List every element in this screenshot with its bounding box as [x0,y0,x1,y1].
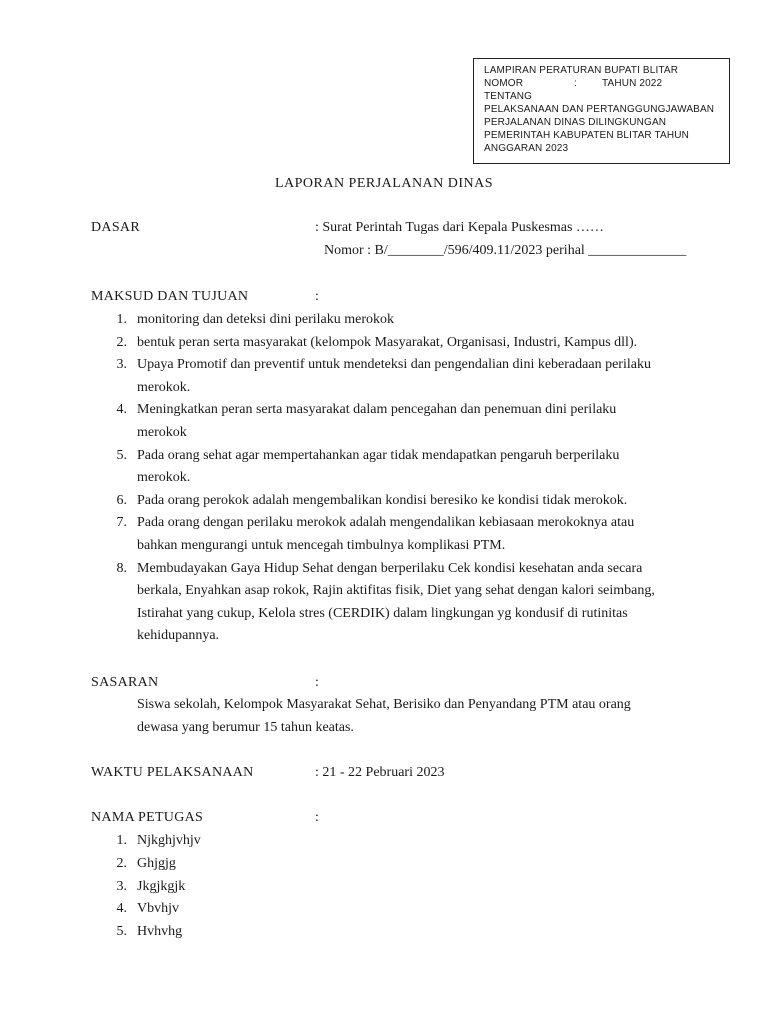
petugas-item-name: Hvhvhg [137,924,183,940]
maksud-item-text: Meningkatkan peran serta masyarakat dalam pencegahan dan penemuan dini perilaku [137,402,617,418]
dasar-value-line1: : Surat Perintah Tugas dari Kepala Puskesmas …… [315,220,604,235]
petugas-item-name: Jkgjkgjk [137,878,186,894]
header-line-4: PELAKSANAAN DAN PERTANGGUNGJAWABAN [484,104,715,115]
document-title: LAPORAN PERJALANAN DINAS [274,176,494,191]
petugas-item-number: 1. [116,833,127,848]
maksud-item-text: bentuk peran serta masyarakat (kelompok Masyarakat, Organisasi, Industri, Kampus dll). [137,334,638,350]
petugas-item-number: 2. [116,855,127,871]
header-line-tentang: TENTANG [484,91,533,102]
maksud-item-text: merokok [137,425,187,440]
sasaran-text-line1: Siswa sekolah, Kelompok Masyarakat Sehat, Berisiko dan Penyandang PTM atau orang [137,697,631,712]
header-line-7: ANGGARAN 2023 [484,143,569,154]
maksud-item-text: Istirahat yang cukup, Kelola stres (CERDIK) dalam lingkungan yg kondusif di rutinitas [137,605,628,621]
header-line-5: PERJALANAN DINAS DILINGKUNGAN [484,117,667,128]
maksud-item-text: Pada orang sehat agar mempertahankan agar tidak mendapatkan pengaruh berperilaku [137,447,620,463]
sasaran-colon: : [315,675,319,690]
maksud-item-text: merokok. [137,470,191,486]
maksud-item-number: 8. [116,560,127,576]
header-line-lampiran: LAMPIRAN PERATURAN BUPATI BLITAR [484,65,679,76]
maksud-item-number: 5. [116,447,127,463]
petugas-item-name: Ghjgjg [137,855,176,871]
dasar-value-line2: Nomor : B/________/596/409.11/2023 perihal ______________ [324,243,687,258]
petugas-colon: : [315,810,319,825]
header-nomor-colon: : [574,78,577,89]
petugas-item-name: Vbvhjv [137,901,179,917]
header-tahun: TAHUN 2022 [602,78,663,89]
maksud-item-text: Upaya Promotif dan preventif untuk mendeteksi dan pengendalian dini keberadaan perilaku [137,357,651,373]
header-line-nomor [484,77,729,90]
sasaran-text-line2: dewasa yang berumur 15 tahun keatas. [137,720,354,735]
maksud-item-number: 1. [116,312,127,327]
header-attachment-box [473,58,730,164]
maksud-item-number: 3. [116,357,127,373]
petugas-item-number: 5. [116,924,127,940]
petugas-item-name: Njkghjvhjv [137,833,201,848]
maksud-item-number: 2. [116,334,127,350]
dasar-label: DASAR [91,220,140,235]
maksud-item-text: Pada orang perokok adalah mengembalikan kondisi beresiko ke kondisi tidak merokok. [137,492,628,508]
maksud-colon: : [315,289,319,304]
maksud-item-text: Membudayakan Gaya Hidup Sehat dengan berperilaku Cek kondisi kesehatan anda secara [137,560,643,576]
sasaran-label: SASARAN [91,675,159,690]
petugas-item-number: 3. [116,878,127,894]
maksud-item-number: 4. [116,402,127,418]
waktu-value: : 21 - 22 Pebruari 2023 [315,765,445,780]
maksud-item-text: bahkan mengurangi untuk mencegah timbulnya komplikasi PTM. [137,538,506,553]
maksud-item-number: 6. [116,492,127,508]
header-nomor-label: NOMOR [484,78,524,89]
header-line-6: PEMERINTAH KABUPATEN BLITAR TAHUN [484,130,689,141]
waktu-label: WAKTU PELAKSANAAN [91,765,254,780]
maksud-item-text: berkala, Enyahkan asap rokok, Rajin aktifitas fisik, Diet yang sehat dengan kalori seimbang, [137,583,655,599]
maksud-item-text: Pada orang dengan perilaku merokok adalah mengendalikan kebiasaan merokoknya atau [137,515,635,531]
maksud-item-text: monitoring dan deteksi dini perilaku merokok [137,312,395,327]
petugas-item-number: 4. [116,901,127,917]
maksud-item-text: merokok. [137,379,191,395]
maksud-item-text: kehidupannya. [137,628,220,644]
maksud-item-number: 7. [116,515,127,531]
maksud-label: MAKSUD DAN TUJUAN [91,289,249,304]
petugas-label: NAMA PETUGAS [91,810,204,825]
